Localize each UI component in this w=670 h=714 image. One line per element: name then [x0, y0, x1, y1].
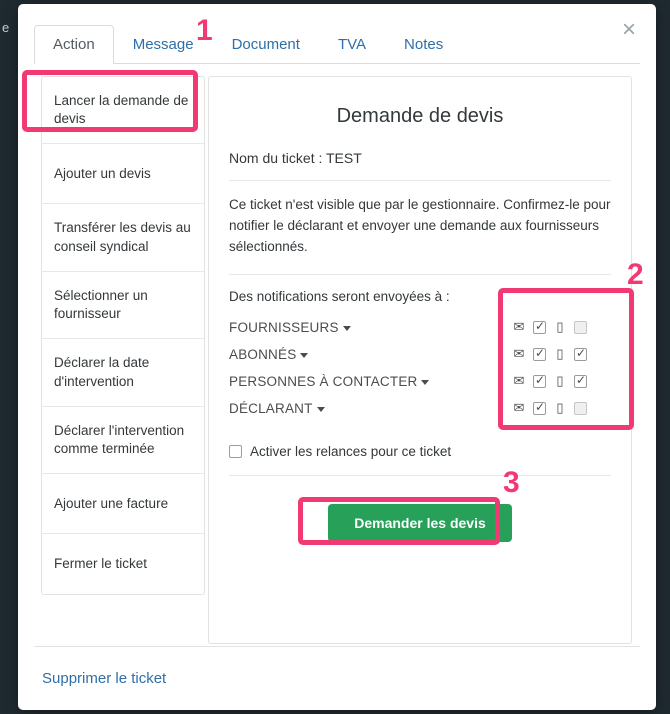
- tab-action[interactable]: Action: [34, 25, 114, 64]
- action-item-declarer-date-intervention[interactable]: Déclarer la date d'intervention: [42, 339, 204, 406]
- notification-label-fournisseurs[interactable]: [229, 320, 351, 335]
- annotation-number-2: 2: [627, 258, 644, 291]
- action-item-ajouter-facture[interactable]: Ajouter une facture: [42, 474, 204, 534]
- envelope-icon: ✉: [513, 373, 525, 389]
- tab-document[interactable]: Document: [231, 36, 300, 53]
- background-edge-text: e: [2, 20, 10, 35]
- chevron-down-icon: [300, 353, 308, 358]
- notification-row-personnes-a-contacter: [229, 368, 611, 395]
- mobile-icon: ▯: [556, 373, 564, 389]
- mobile-icon: ▯: [556, 319, 564, 335]
- tab-tva[interactable]: TVA: [337, 36, 367, 53]
- notification-label-text: ABONNÉS: [229, 346, 297, 362]
- action-item-ajouter-devis[interactable]: Ajouter un devis: [42, 144, 204, 204]
- tab-message[interactable]: Message: [132, 36, 194, 53]
- chevron-down-icon: [421, 380, 429, 385]
- relance-label[interactable]: Activer les relances pour ce ticket: [250, 443, 452, 459]
- notification-row-declarant: [229, 395, 611, 422]
- panel-description: Ce ticket n'est visible que par le gestionnaire. Confirmez-le pour notifier le déclarant et envoyer une demande aux fournisseurs sélectionnés.: [229, 195, 611, 275]
- chevron-down-icon: [343, 326, 351, 331]
- submit-row: [229, 504, 611, 542]
- chevron-down-icon: [317, 407, 325, 412]
- notification-label-personnes-a-contacter[interactable]: [229, 374, 429, 389]
- notification-controls-personnes-a-contacter: [512, 373, 611, 389]
- action-item-transferer-devis[interactable]: Transférer les devis au conseil syndical: [42, 204, 204, 271]
- notification-row-fournisseurs: [229, 314, 611, 341]
- email-checkbox-personnes-a-contacter[interactable]: [533, 375, 546, 388]
- tab-bar: [34, 20, 640, 64]
- action-item-declarer-intervention-terminee[interactable]: Déclarer l'intervention comme terminée: [42, 407, 204, 474]
- email-checkbox-declarant[interactable]: [533, 402, 546, 415]
- action-item-selectionner-fournisseur[interactable]: Sélectionner un fournisseur: [42, 272, 204, 339]
- sms-checkbox-abonnes[interactable]: [574, 348, 587, 361]
- devis-request-panel: [208, 76, 632, 644]
- relance-row: [229, 444, 611, 476]
- notification-label-text: DÉCLARANT: [229, 400, 313, 416]
- demander-les-devis-button[interactable]: Demander les devis: [328, 504, 512, 542]
- panel-title: Demande de devis: [336, 105, 504, 127]
- notification-label-declarant[interactable]: [229, 401, 325, 416]
- sms-checkbox-personnes-a-contacter[interactable]: [574, 375, 587, 388]
- notification-label-abonnes[interactable]: [229, 347, 308, 362]
- notification-label-text: FOURNISSEURS: [229, 319, 339, 335]
- ticket-action-modal: [18, 4, 656, 710]
- notification-controls-abonnes: [512, 346, 611, 362]
- sms-checkbox-fournisseurs[interactable]: [574, 321, 587, 334]
- envelope-icon: ✉: [513, 346, 525, 362]
- supprimer-le-ticket-link[interactable]: Supprimer le ticket: [42, 670, 167, 687]
- envelope-icon: ✉: [513, 400, 525, 416]
- notification-label-text: PERSONNES À CONTACTER: [229, 373, 418, 389]
- action-list: [41, 76, 205, 595]
- mobile-icon: ▯: [556, 346, 564, 362]
- notification-controls-fournisseurs: [512, 319, 611, 335]
- notification-rows: [229, 314, 611, 422]
- envelope-icon: ✉: [513, 319, 525, 335]
- relance-checkbox[interactable]: [229, 445, 242, 458]
- modal-footer: [34, 646, 640, 710]
- action-item-fermer-ticket[interactable]: Fermer le ticket: [54, 556, 148, 572]
- notification-row-abonnes: [229, 341, 611, 368]
- tab-notes[interactable]: Notes: [404, 36, 444, 53]
- ticket-name: Nom du ticket : TEST: [229, 150, 611, 181]
- action-item-lancer-demande-devis[interactable]: Lancer la demande de devis: [42, 77, 204, 144]
- annotation-number-3: 3: [503, 466, 520, 499]
- email-checkbox-fournisseurs[interactable]: [533, 321, 546, 334]
- notification-controls-declarant: [512, 400, 611, 416]
- notifications-title: Des notifications seront envoyées à :: [229, 288, 450, 304]
- mobile-icon: ▯: [556, 400, 564, 416]
- annotation-number-1: 1: [196, 14, 213, 47]
- close-icon[interactable]: ×: [616, 16, 642, 44]
- email-checkbox-abonnes[interactable]: [533, 348, 546, 361]
- sms-checkbox-declarant[interactable]: [574, 402, 587, 415]
